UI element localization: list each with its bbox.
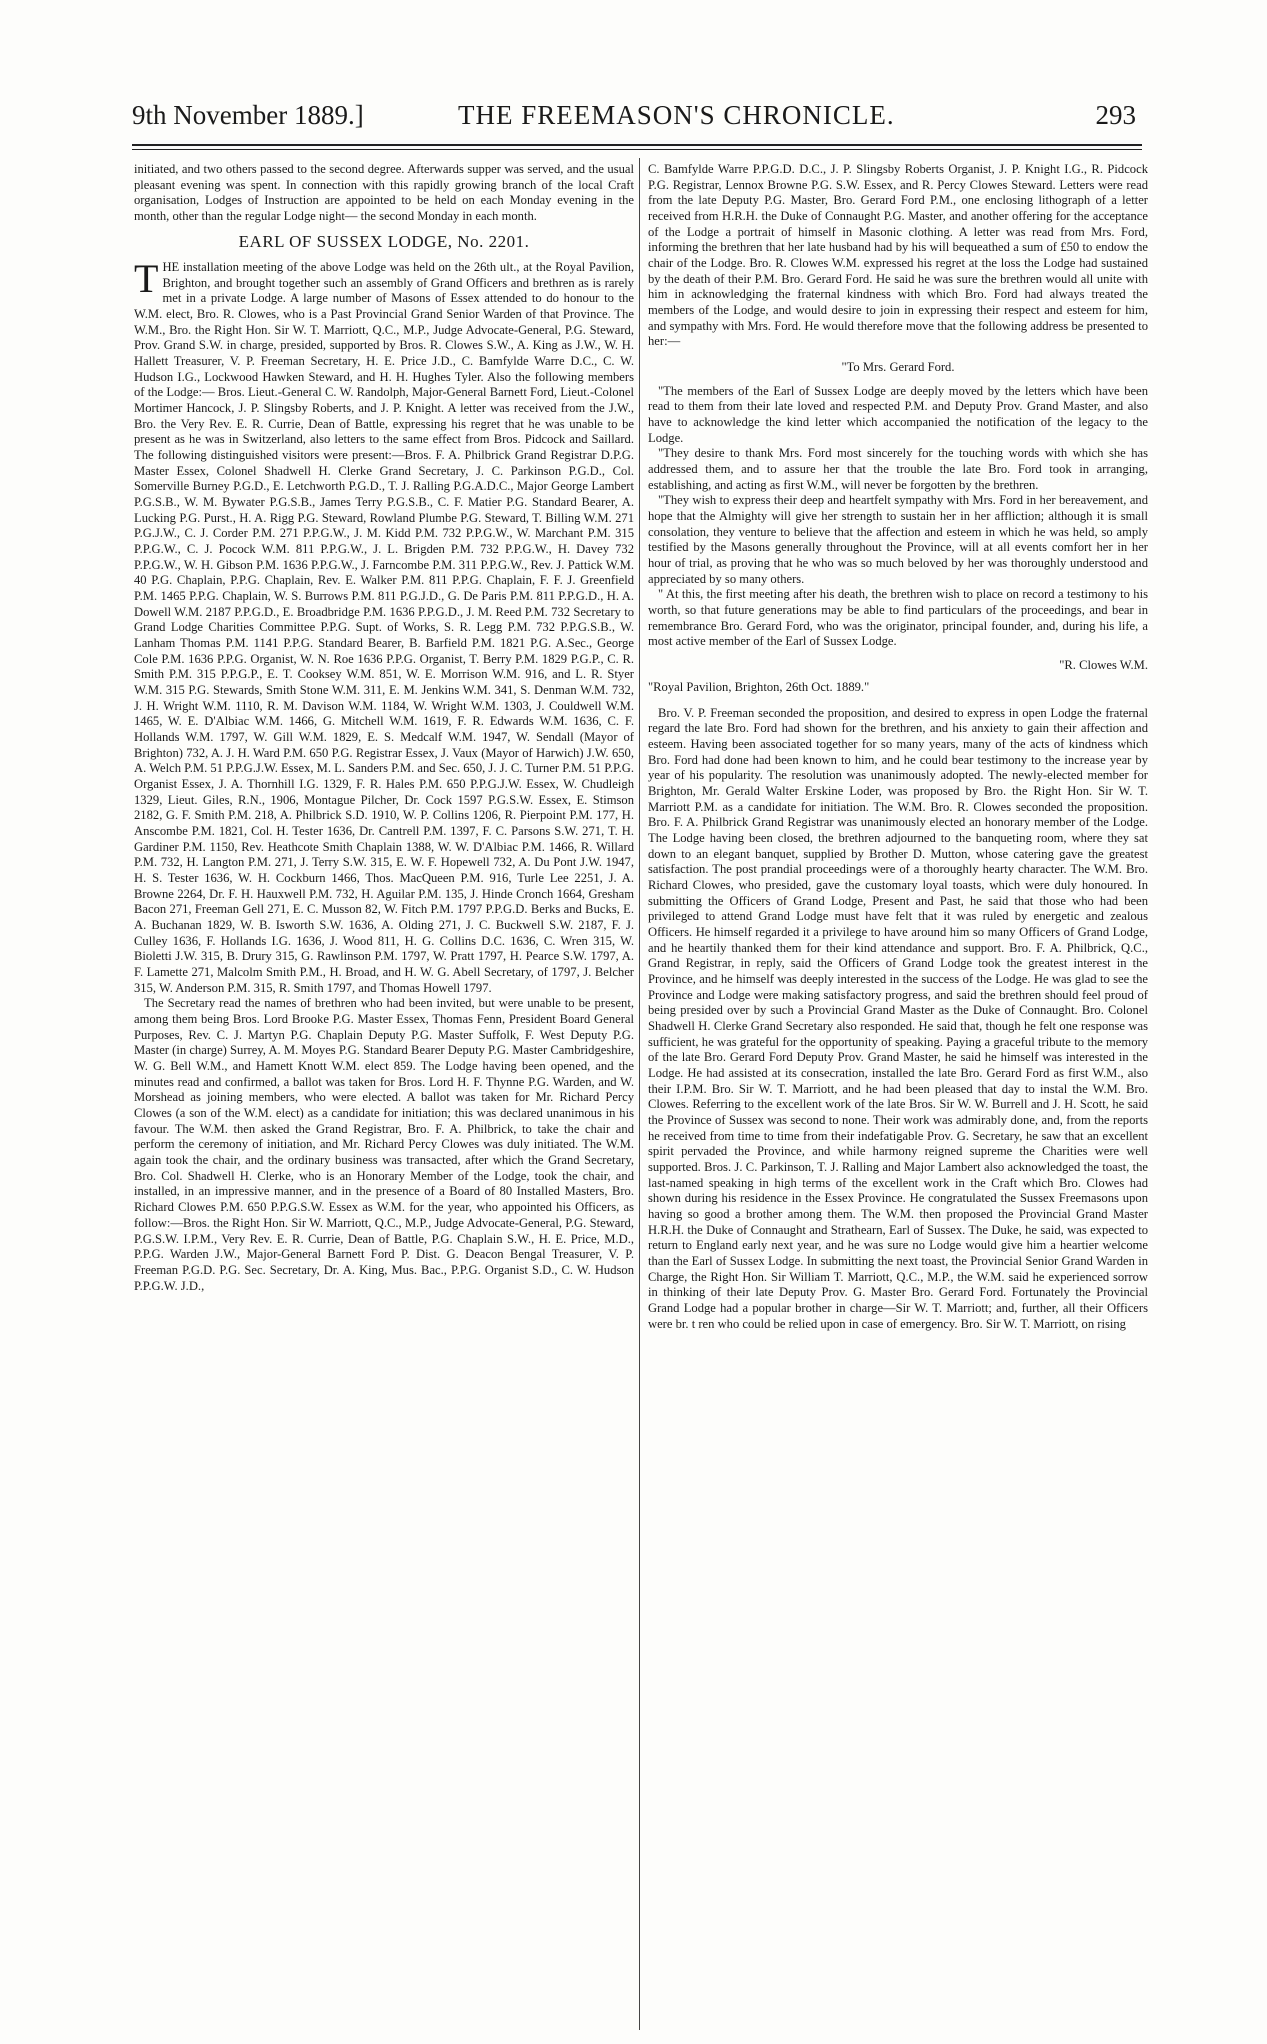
publication-title: THE FREEMASON'S CHRONICLE. (458, 100, 895, 130)
drop-cap: T (134, 255, 159, 301)
address-paragraph-2: "They desire to thank Mrs. Ford most sincerely for the touching words with which she has addressed them, and to assure her that the trouble the late Bro. Ford took in arranging, establishing, and acting as first W.M., will never be forgotten by the brethren. (648, 446, 1148, 492)
banquet-paragraph: Bro. V. P. Freeman seconded the proposition, and desired to express in open Lodge the fraternal regard the late Bro. Ford had shown for the brethren, and his anxiety to gain their affection and esteem. Having been associated together for so many years, many of the acts of kindness which Bro. Ford had done had been known to him, and he could bear testimony to the increase year by year of his popularity. The resolution was unanimously adopted. The newly-elected member for Brighton, Mr. Gerald Walter Erskine Loder, was proposed by Bro. the Right Hon. Sir W. T. Marriott P.M. as a candidate for initiation. The W.M. Bro. R. Clowes seconded the proposition. Bro. F. A. Philbrick Grand Registrar was unanimously elected an honorary member of the Lodge. The Lodge having been closed, the brethren adjourned to the banqueting room, where they sat down to an elegant banquet, supplied by Brother D. Mutton, whose catering gave the greatest satisfaction. The post prandial proceedings were of a thoroughly hearty character. The W.M. Bro. Richard Clowes, who presided, gave the customary loyal toasts, which were duly honoured. In submitting the Officers of Grand Lodge, Present and Past, he said that those who had been privileged to attend Grand Lodge must have felt that it was ruled by energetic and zealous Officers. He himself regarded it a privilege to have around him so many Officers of Grand Lodge, and he heartily thanked them for their kind attendance and support. Bro. F. A. Philbrick, Q.C., Grand Registrar, in reply, said the Officers of Grand Lodge took the greatest interest in the Province, and he himself was deeply interested in the success of the Lodge. He was glad to see the Province and Lodge were making satisfactory progress, and said the brethren should feel proud of being presided over by such a Provincial Grand Master as the Duke of Connaught. Bro. Colonel Shadwell H. Clerke Grand Secretary also responded. He said that, though he felt one response was sufficient, he was grateful for the opportunity of speaking. Paying a graceful tribute to the memory of the late Bro. Gerard Ford Deputy Prov. Grand Master, he said he himself was interested in the Lodge. He had assisted at its consecration, installed the late Bro. Gerard Ford as first W.M., also their I.P.M. Bro. Sir W. T. Marriott, and he had been pleased that day to instal the W.M. Bro. Clowes. Referring to the excellent work of the late Bros. Sir W. W. Burrell and J. H. Scott, he said the Province of Sussex was second to none. Their work was admirably done, and, from the reports he received from time to time from their indefatigable Prov. G. Secretary, he saw that an excellent spirit pervaded the Province, and while harmony reigned supreme the Charities were well supported. Bros. J. C. Parkinson, T. J. Ralling and Major Lambert also acknowledged the toast, the last-named speaking in high terms of the excellent work in the Craft which Bro. Clowes had shown during his residence in the Essex Province. He congratulated the Sussex Freemasons upon having so good a brother among them. The W.M. then proposed the Provincial Grand Master H.R.H. the Duke of Connaught and Strathearn, Earl of Sussex. The Duke, he said, was expected to return to England early next year, and he was sure no Lodge would give him a heartier welcome than the Earl of Sussex Lodge. In submitting the next toast, the Provincial Senior Grand Warden in Charge, the Right Hon. Sir William T. Marriott, Q.C., M.P., the W.M. said he experienced sorrow in thinking of their late Deputy Prov. G. Master Bro. Gerard Ford. Fortunately the Provincial Grand Lodge had a popular brother in charge—Sir W. T. Marriott; and, further, all their Officers were br. t ren who could be relied upon in case of emergency. Bro. Sir W. T. Marriott, on rising (648, 705, 1148, 1331)
header-rule-thick (132, 144, 1142, 146)
page-header (132, 100, 1142, 140)
header-rule-thin (132, 149, 1142, 150)
address-paragraph-1: "The members of the Earl of Sussex Lodge are deeply moved by the letters which have been read to them from their late loved and respected P.M. and Deputy Prov. Grand Master, and also have to acknowledge the kind letter which accompanied the notification of the legacy to the Lodge. (648, 383, 1148, 445)
intro-paragraph: initiated, and two others passed to the second degree. Afterwards supper was served, and the usual pleasant evening was spent. In connection with this rapidly growing branch of the local Craft organisation, Lodges of Instruction are appointed to be held on each Monday evening in the month, other than the regular Lodge night— the second Monday in each month. (134, 162, 634, 224)
column-divider (639, 158, 640, 2030)
letters-paragraph: C. Bamfylde Warre P.P.G.D. D.C., J. P. Slingsby Roberts Organist, J. P. Knight I.G., R. Pidcock P.G. Registrar, Lennox Browne P.G. S.W. Essex, and R. Percy Clowes Steward. Letters were read from the late Deputy P.G. Master, Bro. Gerard Ford P.M., one enclosing lithograph of a letter received from H.R.H. the Duke of Connaught P.G. Master, and another offering for the acceptance of the Lodge a portrait of himself in Masonic clothing. A letter was read from Mrs. Ford, informing the brethren that her late husband had by his will bequeathed a sum of £50 to endow the chair of the Lodge. Bro. R. Clowes W.M. expressed his regret at the loss the Lodge had sustained by the death of their P.M. Bro. Gerard Ford. He said he was sure the brethren would all unite with him in acknowledging the fraternal kindness with which Bro. Ford had always treated the members of the Lodge, and would desire to join in expressing their respect and esteem for him, and sympathy with Mrs. Ford. He would therefore move that the following address be presented to her:— (648, 162, 1148, 349)
installation-text: HE installation meeting of the above Lodge was held on the 26th ult., at the Royal Pavilion, Brighton, and brought together such an assembly of Grand Officers and brethren as is rarely met in a private Lodge. A large number of Masons of Essex attended to do honour to the W.M. elect, Bro. R. Clowes, who is a Past Provincial Grand Senior Warden of that Province. The W.M., Bro. the Right Hon. Sir W. T. Marriott, Q.C., M.P., Judge Advocate-General, P.G. Steward, Prov. Grand S.W. in charge, presided, supported by Bros. R. Clowes S.W., A. King as J.W., W. H. Hallett Treasurer, V. P. Freeman Secretary, H. E. Price J.D., C. Bamfylde Warre D.C., C. W. Hudson I.G., Lockwood Hawken Steward, and H. H. Hughes Tyler. Also the following members of the Lodge:— Bros. Lieut.-General C. W. Randolph, Major-General Barnett Ford, Lieut.-Colonel Mortimer Hancock, J. P. Slingsby Roberts, and J. P. Knight. A letter was received from the J.W., Bro. the Very Rev. E. R. Currie, Dean of Battle, expressing his regret that he was unable to be present as he was in Switzerland, also letters to the same effect from Bros. Pidcock and Saillard. The following distinguished visitors were present:—Bros. F. A. Philbrick Grand Registrar D.P.G. Master Essex, Colonel Shadwell H. Clerke Grand Secretary, J. C. Parkinson P.G.D., Col. Somerville Burney P.G.D., E. Letchworth P.G.D., T. J. Ralling P.G.A.D.C., Major George Lambert P.G.S.B., W. M. Bywater P.G.S.B., James Terry P.G.S.B., C. F. Matier P.G. Standard Bearer, A. Lucking P.G. Purst., H. A. Rigg P.G. Steward, Rowland Plumbe P.G. Steward, T. Billing W.M. 271 P.G.J.W., C. J. Corder P.M. 271 P.P.G.W., J. M. Kidd P.M. 732 P.P.G.W., W. Marchant P.M. 315 P.P.G.W., C. J. Pocock W.M. 811 P.P.G.W., J. L. Brigden P.M. 732 P.P.G.W., H. Davey 732 P.P.G.W., W. H. Gibson P.M. 1636 P.P.G.W., J. Farncombe P.M. 311 P.P.G.W., Rev. J. Pattick W.M. 40 P.G. Chaplain, P.P.G. Chaplain, Rev. E. Walker P.M. 811 P.P.G. Chaplain, F. F. J. Greenfield P.M. 1465 P.P.G. Chaplain, W. S. Burrows P.M. 811 P.G.J.D., G. De Paris P.M. 811 P.P.G.D., H. A. Dowell W.M. 2187 P.P.G.D., E. Broadbridge P.M. 1636 P.P.G.D., J. M. Reed P.M. 732 Secretary to Grand Lodge Charities Committee P.P.G. Supt. of Works, S. R. Legg P.M. 732 P.P.G.S.B., W. Lanham Thomas P.M. 1141 P.P.G. Standard Bearer, B. Barfield P.M. 1821 P.G. A.Sec., George Cole P.M. 1636 P.P.G. Organist, W. N. Roe 1636 P.P.G. Organist, T. Berry P.M. 1829 P.G.P., C. R. Smith P.M. 315 P.P.G.P., E. T. Cooksey W.M. 851, W. E. Morrison W.M. 916, and L. R. Styer W.M. 315 P.G. Stewards, Smith Stone W.M. 311, E. M. Jenkins W.M. 341, S. Denman W.M. 732, J. H. Wright W.M. 1110, R. M. Davison W.M. 1184, W. Wright W.M. 1303, J. Couldwell W.M. 1465, W. E. D'Albiac W.M. 1466, G. Mitchell W.M. 1619, F. R. Edwards W.M. 1636, C. F. Hollands W.M. 1797, W. Gill W.M. 1829, E. S. Medcalf W.M. 1947, W. Sendall (Mayor of Brighton) 732, A. J. H. Ward P.M. 650 P.G. Registrar Essex, J. Vaux (Mayor of Harwich) J.W. 650, A. Welch P.M. 51 P.P.G.J.W. Essex, M. L. Sanders P.M. and Sec. 650, J. J. C. Turner P.M. 51 P.P.G. Organist Essex, J. A. Thornhill I.G. 1329, F. R. Hales P.M. 650 P.P.G.J.W. Essex, W. Chudleigh 1329, Lieut. Giles, R.N., 1906, Montague Pilcher, Dr. Cock 1597 P.G.S.W. Essex, E. Stimson 2182, G. F. Smith P.M. 218, A. Philbrick S.D. 1910, W. P. Collins 1206, R. Pierpoint P.M. 177, H. Anscombe P.M. 1821, Col. H. Tester 1636, Dr. Cantrell P.M. 1397, F. C. Parsons S.W. 271, T. H. Gardiner P.M. 1150, Rev. Heathcote Smith Chaplain 1388, W. W. D'Albiac P.M. 1466, R. Willard P.M. 732, H. Langton P.M. 271, J. Terry S.W. 315, E. W. F. Hopewell 732, A. Du Pont J.W. 1947, H. S. Tester 1636, W. H. Cockburn 1466, Thos. MacQueen P.M. 916, Turle Lee 2251, J. A. Browne 2264, Dr. F. H. Hauxwell P.M. 732, H. Aguilar P.M. 135, J. Hinde Cronch 1664, Gresham Bacon 271, Freeman Gell 271, E. C. Musson 82, W. Fitch P.M. 1797 P.P.G.D. Berks and Bucks, E. A. Buchanan 1829, W. B. Isworth S.W. 1636, A. Olding 271, J. C. Buckwell S.W. 2187, F. J. Culley 1636, F. Hollands I.G. 1636, J. Wood 811, H. G. Collins D.C. 1636, C. Wren 315, W. Bioletti J.W. 315, B. Drury 315, G. Rawlinson P.M. 1797, W. Pratt 1797, H. Pearce S.W. 1797, A. F. Lamette 271, Malcolm Smith P.M., H. Broad, and H. W. G. Abell Secretary, of 1797, J. Belcher 315, W. Anderson P.M. 315, R. Smith 1797, and Thomas Howell 1797. (134, 259, 634, 995)
right-column (648, 162, 1148, 2032)
installation-paragraph (134, 255, 634, 997)
address-paragraph-3: "They wish to express their deep and heartfelt sympathy with Mrs. Ford in her bereavement, and hope that the Almighty will give her strength to sustain her in her affliction; although it is small consolation, they venture to believe that the affection and esteem in which he was held, so amply testified by the Masons generally throughout the Province, will at all events comfort her in her hour of trial, as proving that he who was so much beloved by her was thoroughly understood and appreciated by so many others. (648, 493, 1148, 586)
address-signature: "R. Clowes W.M. (1059, 658, 1148, 673)
page-number: 293 (1095, 100, 1136, 130)
issue-date: 9th November 1889.] (132, 100, 364, 130)
section-heading: EARL OF SUSSEX LODGE, No. 2201. (238, 231, 530, 251)
left-column (134, 162, 634, 2032)
address-paragraph-4: " At this, the first meeting after his death, the brethren wish to place on record a testimony to his worth, so that future generations may be able to find particulars of the proceedings, and bear in remembrance Bro. Gerard Ford, who was the originator, principal founder, and, during his life, a most active member of the Earl of Sussex Lodge. (648, 587, 1148, 649)
address-salutation: "To Mrs. Gerard Ford. (841, 360, 955, 375)
secretary-paragraph: The Secretary read the names of brethren who had been invited, but were unable to be present, among them being Bros. Lord Brooke P.G. Master Essex, Thomas Fenn, President Board General Purposes, Rev. C. J. Martyn P.G. Chaplain Deputy P.G. Master Suffolk, F. West Deputy P.G. Master (in charge) Surrey, A. M. Moyes P.G. Standard Bearer Deputy P.G. Master Cambridgeshire, W. G. Bell W.M., and Hamett Knott W.M. elect 859. The Lodge having been opened, and the minutes read and confirmed, a ballot was taken for Bros. Lord H. F. Thynne P.G. Warden, and W. Morshead as joining members, who were elected. A ballot was taken for Mr. Richard Percy Clowes (a son of the W.M. elect) as a candidate for initiation; this was declared unanimous in his favour. The W.M. then asked the Grand Registrar, Bro. F. A. Philbrick, to take the chair and perform the ceremony of initiation, and Mr. Richard Percy Clowes was duly initiated. The W.M. again took the chair, and the ordinary business was transacted, after which the Grand Secretary, Bro. Col. Shadwell H. Clerke, who is an Honorary Member of the Lodge, took the chair, and installed, in an impressive manner, and in the presence of a Board of 80 Installed Masters, Bro. Richard Clowes P.M. 650 P.P.G.S.W. Essex as W.M. for the year, who appointed his Officers, as follow:—Bros. the Right Hon. Sir W. Marriott, Q.C., M.P., Judge Advocate-General, P.G. Steward, P.G.S.W. I.P.M., Very Rev. E. R. Currie, Dean of Battle, P.G. Chaplain S.W., H. E. Price, M.D., P.P.G. Warden J.W., Major-General Barnett Ford P. Dist. G. Deacon Bengal Treasurer, V. P. Freeman P.G.D. P.G. Sec. Secretary, Dr. A. King, Mus. Bac., P.P.G. Organist S.D., C. W. Hudson P.P.G.W. J.D., (134, 996, 634, 1293)
address-dateline: "Royal Pavilion, Brighton, 26th Oct. 1889." (648, 679, 870, 694)
